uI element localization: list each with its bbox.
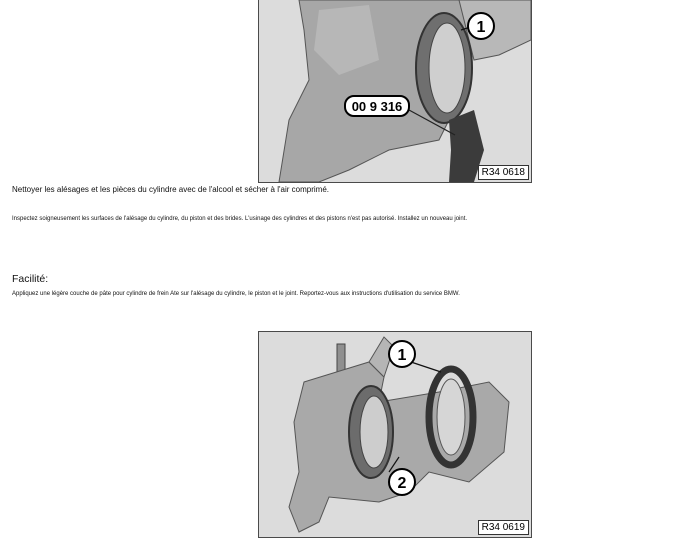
tool-number-label: 00 9 316	[351, 99, 403, 114]
figure-2-id: R34 0619	[478, 520, 529, 535]
callout-2-label: 2	[397, 475, 407, 492]
callout-1-label: 1	[397, 347, 407, 364]
figure-1-id: R34 0618	[478, 165, 529, 180]
inspect-instruction: Inspectez soigneusement les surfaces de l'alésage du cylindre, du piston et des brides. L'usinage des cylindres et des pistons n'est pas autorisé. Installez un nouveau joint.	[12, 216, 468, 222]
callout-1-label: 1	[476, 19, 486, 36]
figure-2-illustration	[259, 332, 531, 537]
figure-caliper-bore-cleaning	[258, 0, 532, 183]
figure-caliper-seal	[258, 331, 532, 538]
apply-instruction: Appliquez une légère couche de pâte pour cylindre de frein Ate sur l'alésage du cylindre, le piston et le joint. Reportez-vous aux instructions d'utilisation du service BMW.	[12, 291, 460, 297]
figure-1-illustration	[259, 0, 531, 182]
clean-instruction: Nettoyer les alésages et les pièces du cylindre avec de l'alcool et sécher à l'air comprimé.	[12, 185, 329, 194]
section-heading: Facilité:	[12, 273, 49, 285]
